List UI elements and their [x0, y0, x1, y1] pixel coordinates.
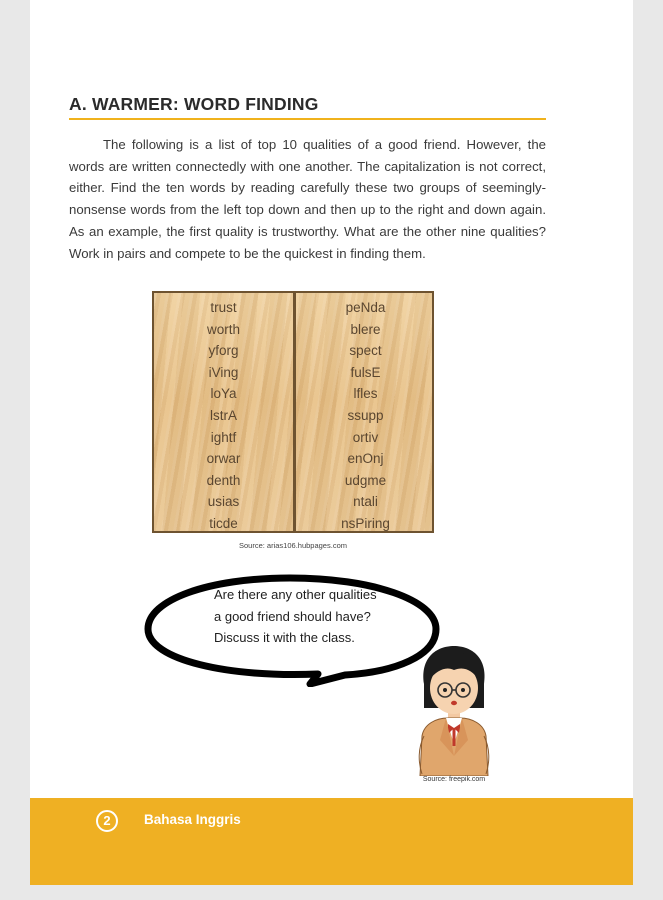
student-girl-illustration: [410, 644, 498, 776]
speech-line: Discuss it with the class.: [214, 630, 355, 645]
instructions-paragraph: The following is a list of top 10 qualities of a good friend. However, the words are written connectedly with one another. The capitalization is not correct, either. Find the ten words by reading carefully these two groups of seemingly-nonsense words from the left top down and then up to the right and down again. As an example, the first quality is trustworthy. What are the other nine qualities? Work in pairs and compete to be the quickest in finding them.: [69, 137, 546, 261]
puzzle-left-column: [154, 297, 293, 535]
puzzle-word: spect: [349, 343, 382, 359]
speech-bubble-text: [214, 584, 434, 649]
puzzle-word: peNda: [345, 300, 386, 315]
section-heading: A. WARMER: WORD FINDING: [69, 94, 546, 120]
puzzle-word: fulsE: [350, 364, 381, 380]
footer-band: [30, 798, 633, 885]
speech-line: a good friend should have?: [214, 608, 371, 624]
puzzle-word: lfles: [353, 386, 378, 402]
puzzle-word: ortiv: [352, 429, 379, 445]
puzzle-word: ntali: [353, 494, 378, 510]
puzzle-word: denth: [206, 472, 241, 488]
puzzle-word: worth: [206, 321, 240, 337]
illustration-source-caption: Source: freepik.com: [422, 776, 486, 783]
puzzle-word: trust: [210, 300, 237, 315]
puzzle-word: yforg: [208, 343, 239, 359]
puzzle-word: ssupp: [347, 407, 384, 423]
word-puzzle-board: [152, 291, 434, 533]
puzzle-word: blere: [350, 321, 381, 337]
page-number: 2: [96, 810, 118, 832]
puzzle-word: ticde: [209, 515, 238, 531]
puzzle-word: usias: [207, 494, 240, 510]
puzzle-word: ightf: [210, 429, 237, 445]
puzzle-word: orwar: [206, 451, 241, 467]
puzzle-word: iVing: [208, 364, 239, 380]
speech-line: Are there any other qualities: [214, 587, 377, 602]
puzzle-right-column: [296, 297, 435, 535]
puzzle-word: loYa: [210, 386, 237, 402]
puzzle-word: nsPiring: [341, 515, 390, 531]
puzzle-word: enOnj: [347, 451, 384, 467]
puzzle-source-caption: Source: arias106.hubpages.com: [239, 541, 347, 550]
book-title: Bahasa Inggris: [144, 812, 241, 827]
puzzle-word: lstrA: [210, 407, 237, 423]
puzzle-word: udgme: [344, 472, 387, 488]
